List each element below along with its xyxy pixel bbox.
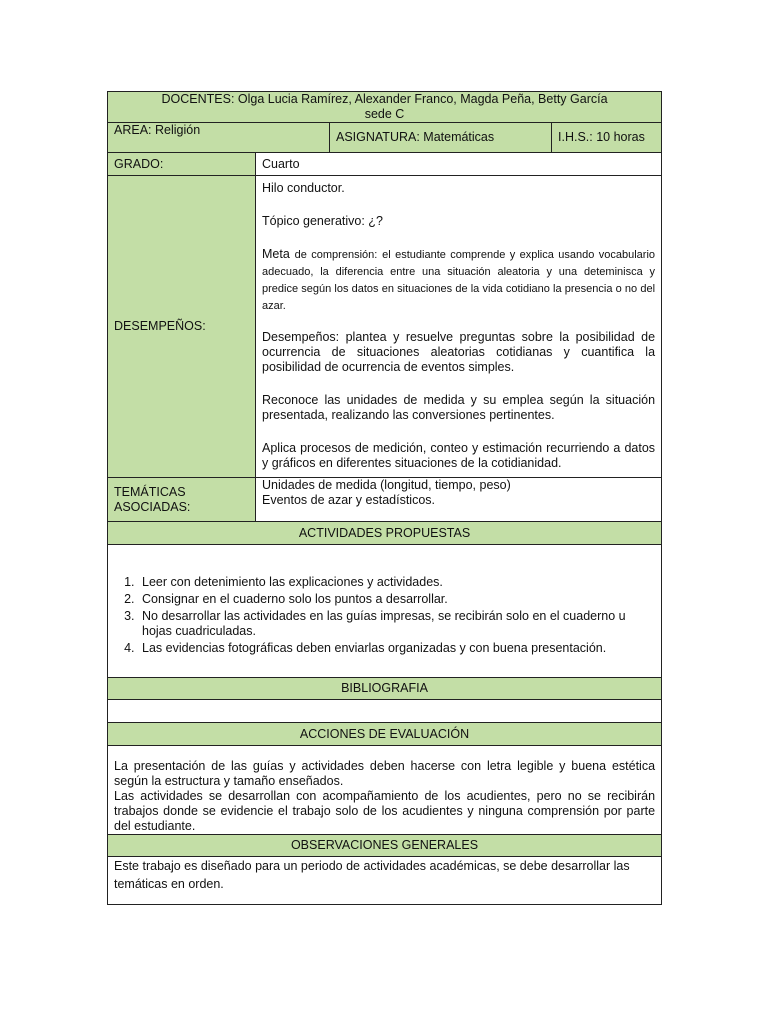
desempenos-label-cell <box>108 176 256 478</box>
desempenos-content <box>256 176 662 478</box>
list-item: 1. Leer con detenimiento las explicaciones y actividades. <box>138 575 655 590</box>
observaciones-header <box>108 835 662 857</box>
list-item: 3. No desarrollar las actividades en las guías impresas, se recibirán solo en el cuaderno u hojas cuadriculadas. <box>138 609 655 639</box>
area-cell <box>108 123 330 153</box>
observaciones-content <box>108 857 662 905</box>
tematicas-label: TEMÁTICAS ASOCIADAS: <box>114 484 191 514</box>
hilo-conductor: Hilo conductor. <box>262 181 345 195</box>
observaciones-text: Este trabajo es diseñado para un periodo de actividades académicas, se debe desarrollar las temáticas en orden. <box>114 859 630 891</box>
evaluacion-title: ACCIONES DE EVALUACIÓN <box>299 726 470 741</box>
desempeno-1: Desempeños: plantea y resuelve preguntas sobre la posibilidad de ocurrencia de situaciones aleatorias cotidianas y cuantifica la posibilidad de ocurrencia de eventos simples. <box>262 330 656 374</box>
bibliografia-content <box>108 700 662 723</box>
tematica-2: Eventos de azar y estadísticos. <box>262 493 436 507</box>
desempeno-3: Aplica procesos de medición, conteo y estimación recurriendo a datos y gráficos en diferentes situaciones de la cotidianidad. <box>262 441 656 470</box>
area-text: AREA: Religión <box>114 123 201 137</box>
evaluacion-header <box>108 723 662 746</box>
ihs-text: I.H.S.: 10 horas <box>558 130 645 144</box>
tematica-1: Unidades de medida (longitud, tiempo, peso) <box>262 478 511 492</box>
desempeno-2: Reconoce las unidades de medida y su emplea según la situación presentada, realizando las conversiones pertinentes. <box>262 393 656 422</box>
tematicas-content <box>256 478 662 522</box>
sede-text: sede C <box>364 107 405 121</box>
desempenos-label: DESEMPEÑOS: <box>114 319 206 333</box>
actividades-list <box>114 575 655 656</box>
ihs-cell <box>552 123 662 153</box>
observaciones-title: OBSERVACIONES GENERALES <box>290 838 479 852</box>
bibliografia-header <box>108 678 662 700</box>
actividades-title: ACTIVIDADES PROPUESTAS <box>298 525 471 540</box>
bibliografia-title: BIBLIOGRAFIA <box>341 681 428 695</box>
plan-table <box>107 91 662 905</box>
meta-comprension <box>262 246 655 314</box>
list-item: 2. Consignar en el cuaderno solo los puntos a desarrollar. <box>138 592 655 607</box>
grado-label: GRADO: <box>114 156 164 171</box>
evaluacion-p2: Las actividades se desarrollan con acompañamiento de los acudientes, pero no se recibirán trabajos donde se evidencie el trabajo solo de los acudientes y ninguna comprensión por parte del estudiante. <box>114 789 656 833</box>
grado-label-cell <box>108 153 256 176</box>
grado-value-cell <box>256 153 662 176</box>
actividades-content <box>108 545 662 678</box>
meta-small-label: de comprensión: <box>294 249 378 261</box>
grado-value: Cuarto <box>262 156 300 171</box>
meta-label: Meta <box>262 247 290 261</box>
list-item: 4. Las evidencias fotográficas deben enviarlas organizadas y con buena presentación. <box>138 641 655 656</box>
tematicas-label-cell <box>108 478 256 522</box>
asignatura-text: ASIGNATURA: Matemáticas <box>336 130 495 144</box>
topico-generativo: Tópico generativo: ¿? <box>262 214 383 228</box>
docentes-text: DOCENTES: Olga Lucia Ramírez, Alexander Franco, Magda Peña, Betty García <box>161 92 608 106</box>
evaluacion-p1: La presentación de las guías y actividades deben hacerse con letra legible y buena estética según la estructura y tamaño enseñados. <box>114 759 656 788</box>
evaluacion-content <box>108 746 662 835</box>
asignatura-cell <box>330 123 552 153</box>
meta-text: el estudiante comprende y explica usando vocabulario adecuado, la diferencia entre una situación aleatoria y una deteminisca y predice según los datos en situaciones de la vida cotidiano la presencia o no del azar. <box>262 249 656 312</box>
actividades-header <box>108 522 662 545</box>
docentes-cell <box>108 92 662 123</box>
